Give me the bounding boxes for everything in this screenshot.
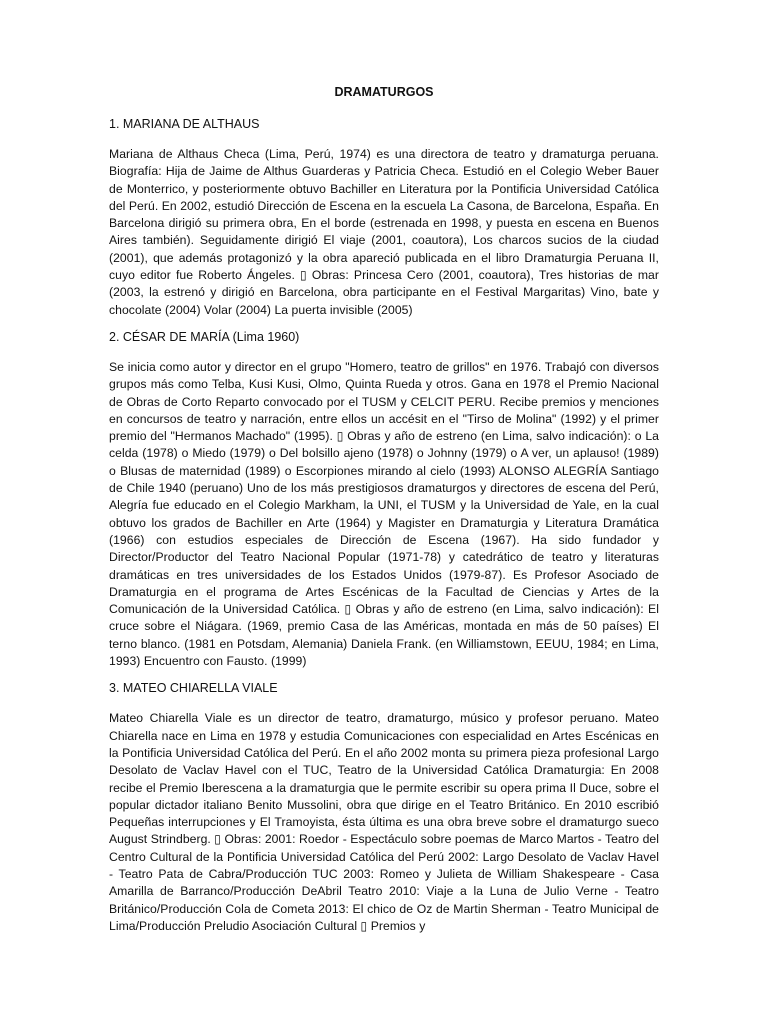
section-heading: 1. MARIANA DE ALTHAUS <box>109 117 260 131</box>
section-althaus <box>109 116 659 319</box>
section-body: Mariana de Althaus Checa (Lima, Perú, 1974) es una directora de teatro y dramaturga peruana. Biografía: Hija de Jaime de Althus Guarderas y Patricia Checa. Estudió en el Colegio Weber Bauer de Monterrico, y posteriormente obtuvo Bachiller en Literatura por la Pontificia Universidad Católica del Perú. En 2002, estudió Dirección de Escena en la escuela La Casona, de Barcelona, España. En Barcelona dirigió su primera obra, En el borde (estrenada en 1998, y puesta en escena en Buenos Aires también). Seguidamente dirigió El viaje (2001, coautora), Los charcos sucios de la ciudad (2001), que además protagonizó y la obra apareció publicada en el libro Dramaturgia Peruana II, cuyo editor fue Roberto Ángeles. ▯ Obras: Princesa Cero (2001, coautora), Tres historias de mar (2003, la estrenó y dirigió en Barcelona, obra participante en el Festival Margaritas) Vino, bate y chocolate (2004) Volar (2004) La puerta invisible (2005) <box>109 147 659 317</box>
document-page <box>109 84 659 945</box>
document-title: DRAMATURGOS <box>334 85 434 99</box>
section-heading: 2. CÉSAR DE MARÍA (Lima 1960) <box>109 329 300 344</box>
section-chiarella <box>109 680 659 935</box>
section-body: Mateo Chiarella Viale es un director de teatro, dramaturgo, músico y profesor peruano. Mateo Chiarella nace en Lima en 1978 y estudia Comunicaciones con especialidad en Artes Escénicas en la Pontificia Universidad Católica del Perú. En el año 2002 monta su primera pieza profesional Largo Desolato de Vaclav Havel con el TUC, Teatro de la Universidad Católica Dramaturgia: En 2008 recibe el Premio Iberescena a la dramaturgia que le permite escribir su opera prima Il Duce, sobre el popular dictador italiano Benito Mussolini, obra que dirige en el Teatro Británico. En 2010 escribió Pequeñas interrupciones y El Tramoyista, ésta última es una obra breve sobre el dramaturgo sueco August Strindberg. ▯ Obras: 2001: Roedor - Espectáculo sobre poemas de Marco Martos - Teatro del Centro Cultural de la Pontificia Universidad Católica del Perú 2002: Largo Desolato de Vaclav Havel - Teatro Pata de Cabra/Producción TUC 2003: Romeo y Julieta de William Shakespeare - Casa Amarilla de Barranco/Producción DeAbril Teatro 2010: Viaje a la Luna de Julio Verne - Teatro Británico/Producción Cola de Cometa 2013: El chico de Oz de Martin Sherman - Teatro Municipal de Lima/Producción Preludio Asociación Cultural ▯ Premios y <box>109 711 659 933</box>
section-heading: 3. MATEO CHIARELLA VIALE <box>109 681 278 696</box>
section-de-maria <box>109 329 659 670</box>
section-body: Se inicia como autor y director en el grupo "Homero, teatro de grillos" en 1976. Trabajó con diversos grupos más como Telba, Kusi Kusi, Olmo, Quinta Rueda y otros. Gana en 1978 el Premio Nacional de Obras de Corto Reparto convocado por el TUSM y CELCIT PERU. Recibe premios y menciones en concursos de teatro y narración, entre ellos un accésit en el "Tirso de Molina" (1992) y el primer premio del "Hermanos Machado" (1995). ▯ Obras y año de estreno (en Lima, salvo indicación): o La celda (1978) o Miedo (1979) o Del bolsillo ajeno (1978) o Johnny (1979) o A ver, un aplauso! (1989) o Blusas de maternidad (1989) o Escorpiones mirando al cielo (1993) ALONSO ALEGRÍA Santiago de Chile 1940 (peruano) Uno de los más prestigiosos dramaturgos y directores de escena del Perú, Alegría fue educado en el Colegio Markham, la UNI, el TUSM y la Universidad de Yale, en la cual obtuvo los grados de Bachiller en Arte (1964) y Magister en Dramaturgia y Literatura Dramática (1966) con estudios especiales de Dirección de Escena (1967). Ha sido fundador y Director/Productor del Teatro Nacional Popular (1971-78) y catedrático de teatro y literaturas dramáticas en tres universidades de los Estados Unidos (1979-87). Es Profesor Asociado de Dramaturgia en el programa de Artes Escénicas de la Facultad de Ciencias y Artes de la Comunicación de la Universidad Católica. ▯ Obras y año de estreno (en Lima, salvo indicación): El cruce sobre el Niágara. (1969, premio Casa de las Américas, montada en más de 50 países) El terno blanco. (1981 en Potsdam, Alemania) Daniela Frank. (en Williamstown, EEUU, 1984; en Lima, 1993) Encuentro con Fausto. (1999) <box>109 359 659 669</box>
